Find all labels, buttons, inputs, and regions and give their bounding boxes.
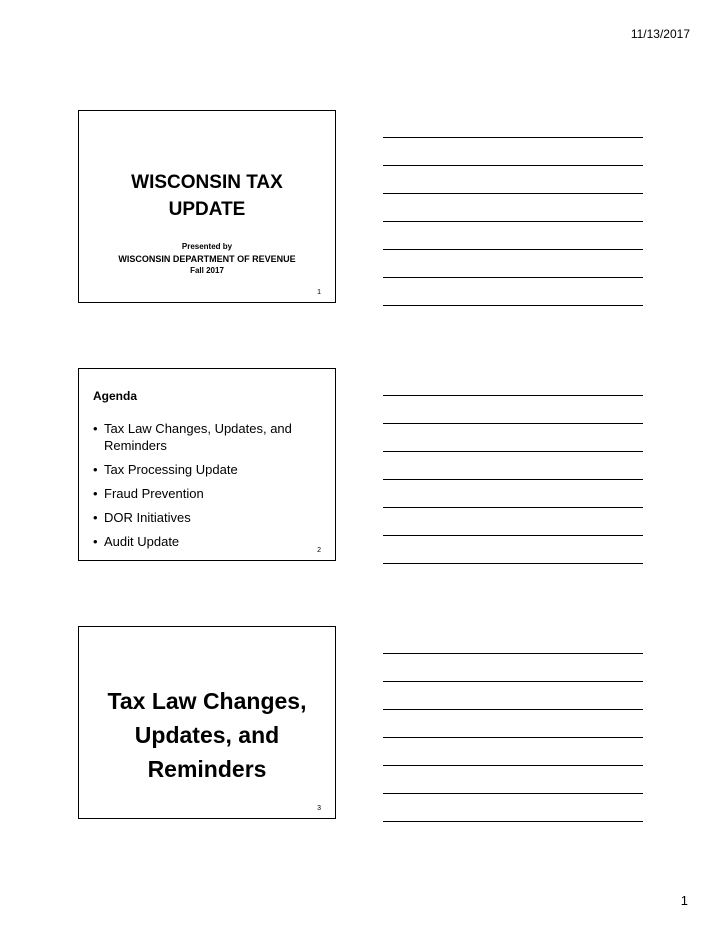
notes-lines-2 — [383, 368, 643, 564]
note-line — [383, 654, 643, 682]
bullet-icon: • — [93, 421, 98, 436]
slide-number: 1 — [317, 289, 321, 296]
note-line — [383, 110, 643, 138]
page-number: 1 — [680, 893, 688, 908]
slide-thumbnail-3 — [78, 626, 336, 819]
note-line — [383, 424, 643, 452]
slide-title-line: UPDATE — [168, 199, 246, 220]
slide-title-line: WISCONSIN TAX — [131, 172, 283, 193]
list-item — [93, 485, 315, 502]
list-item-text: Tax Processing Update — [104, 462, 238, 477]
print-date: 11/13/2017 — [630, 27, 690, 41]
list-item — [93, 533, 315, 550]
bullet-icon: • — [93, 534, 98, 549]
notes-lines-1 — [383, 110, 643, 306]
note-line — [383, 138, 643, 166]
note-line — [383, 536, 643, 564]
note-line — [383, 166, 643, 194]
note-line — [383, 368, 643, 396]
note-line — [383, 222, 643, 250]
notes-lines-3 — [383, 626, 643, 822]
slide-title-line: Reminders — [147, 756, 267, 782]
note-line — [383, 194, 643, 222]
slide-title-line: Tax Law Changes, — [107, 688, 307, 714]
slide-title — [79, 169, 335, 223]
note-line — [383, 452, 643, 480]
note-line — [383, 480, 643, 508]
note-line — [383, 508, 643, 536]
slide-heading: Agenda — [93, 389, 138, 403]
slide-title — [79, 684, 335, 786]
note-line — [383, 794, 643, 822]
list-item-text: Tax Law Changes, Updates, and Reminders — [104, 421, 292, 453]
list-item — [93, 420, 315, 454]
note-line — [383, 738, 643, 766]
note-line — [383, 682, 643, 710]
bullet-icon: • — [93, 462, 98, 477]
note-line — [383, 250, 643, 278]
note-line — [383, 278, 643, 306]
slide-number: 3 — [317, 805, 321, 812]
bullet-icon: • — [93, 510, 98, 525]
presenter-block — [79, 241, 335, 277]
list-item-text: DOR Initiatives — [104, 510, 191, 525]
list-item-text: Audit Update — [104, 534, 180, 549]
list-item — [93, 461, 315, 478]
presented-by-label: Presented by — [181, 242, 233, 251]
slide-thumbnail-2 — [78, 368, 336, 561]
season-label: Fall 2017 — [190, 266, 224, 275]
bullet-icon: • — [93, 486, 98, 501]
note-line — [383, 396, 643, 424]
note-line — [383, 710, 643, 738]
slide-thumbnail-1 — [78, 110, 336, 303]
slide-title-line: Updates, and — [134, 722, 280, 748]
list-item — [93, 509, 315, 526]
note-line — [383, 626, 643, 654]
agenda-list — [93, 420, 315, 557]
note-line — [383, 766, 643, 794]
list-item-text: Fraud Prevention — [104, 486, 204, 501]
slide-number: 2 — [317, 547, 321, 554]
organization-name: WISCONSIN DEPARTMENT OF REVENUE — [118, 254, 296, 264]
